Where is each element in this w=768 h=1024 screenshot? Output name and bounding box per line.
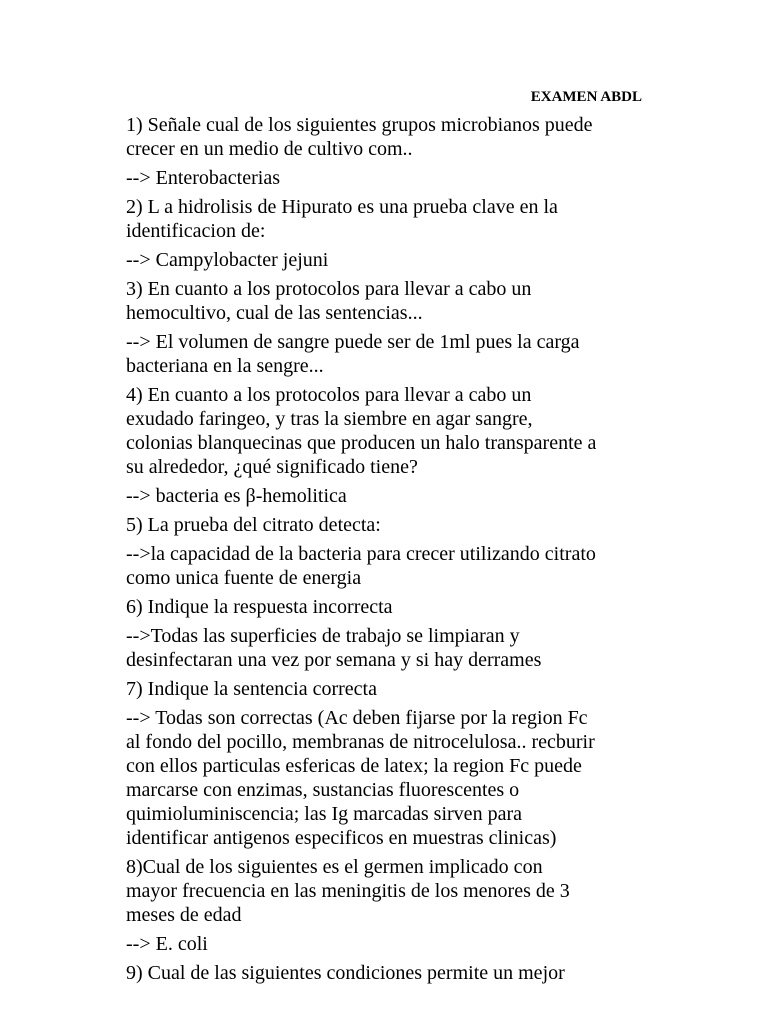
question-4: 4) En cuanto a los protocolos para llevar a cabo un exudado faringeo, y tras la siembre en agar sangre, colonias blanquecinas que producen un halo transparente a su alrededor, ¿qué significado tiene? — [126, 384, 597, 478]
question-5: 5) La prueba del citrato detecta: — [126, 514, 381, 536]
answer-6: -->Todas las superficies de trabajo se limpiaran y desinfectaran una vez por semana y si hay derrames — [126, 625, 542, 671]
answer-1: --> Enterobacterias — [126, 167, 280, 189]
question-3: 3) En cuanto a los protocolos para llevar a cabo un hemocultivo, cual de las sentencias... — [126, 278, 532, 324]
question-6: 6) Indique la respuesta incorrecta — [126, 596, 393, 618]
answer-2: --> Campylobacter jejuni — [126, 249, 329, 271]
question-7: 7) Indique la sentencia correcta — [126, 678, 377, 700]
question-2: 2) L a hidrolisis de Hipurato es una prueba clave en la identificacion de: — [126, 196, 558, 242]
question-8: 8)Cual de los siguientes es el germen implicado con mayor frecuencia en las meningitis de los menores de 3 meses de edad — [126, 856, 570, 926]
answer-4: --> bacteria es β-hemolitica — [126, 485, 347, 507]
answer-7: --> Todas son correctas (Ac deben fijarse por la region Fc al fondo del pocillo, membranas de nitrocelulosa.. recburir con ellos particulas esfericas de latex; la region Fc puede marcarse con enzimas, sustancias fluorescentes o quimioluminiscencia; las Ig marcadas sirven para identificar antigenos especificos en muestras clinicas) — [126, 707, 595, 849]
document-page — [126, 87, 642, 990]
answer-8: --> E. coli — [126, 933, 208, 955]
exam-title: EXAMEN ABDL — [530, 89, 642, 105]
question-9: 9) Cual de las siguientes condiciones permite un mejor — [126, 962, 565, 984]
question-1: 1) Señale cual de los siguientes grupos microbianos puede crecer en un medio de cultivo com.. — [126, 114, 593, 160]
answer-3: --> El volumen de sangre puede ser de 1ml pues la carga bacteriana en la sengre... — [126, 331, 580, 377]
answer-5: -->la capacidad de la bacteria para crecer utilizando citrato como unica fuente de energia — [126, 543, 596, 589]
